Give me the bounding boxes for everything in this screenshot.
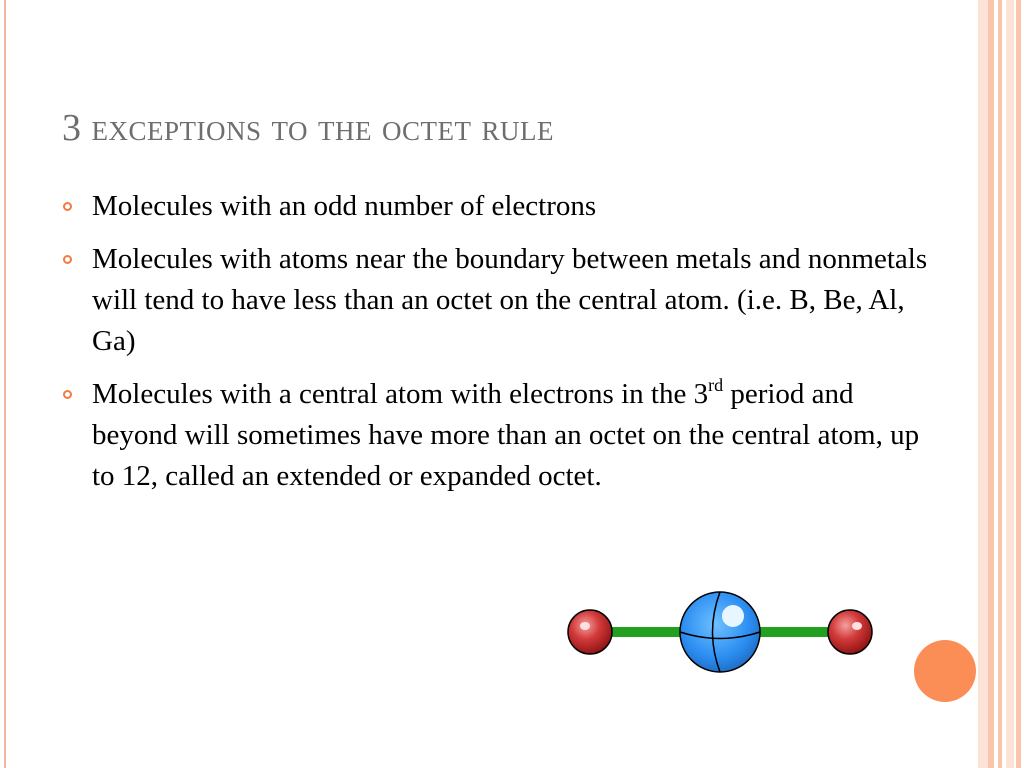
outer-atom-right <box>828 610 872 654</box>
decorative-circle <box>914 640 976 702</box>
bullet-item <box>62 186 942 227</box>
slide-title: 3 exceptions to the octet rule <box>62 107 554 149</box>
left-border <box>0 0 10 768</box>
right-border-stripe <box>978 0 988 768</box>
bullet-icon <box>63 202 72 211</box>
right-border-stripe <box>998 0 1002 768</box>
bond-right <box>755 627 835 637</box>
bullet-text-part: period and beyond will sometimes have more than an octet on the central atom, up to 12, called an extended or expanded octet. <box>92 378 920 492</box>
bullet-text-part: Molecules with a central atom with electrons in the 3 <box>92 378 709 410</box>
bullet-icon <box>63 390 72 399</box>
bullet-list <box>62 186 942 509</box>
right-border-stripe <box>1006 0 1014 768</box>
left-border-line <box>4 0 6 768</box>
bullet-icon <box>63 255 72 264</box>
superscript: rd <box>708 375 724 395</box>
bullet-text <box>92 374 942 497</box>
bullet-item <box>62 374 942 497</box>
right-border-stripe <box>1016 0 1021 768</box>
outer-atom-left <box>568 610 612 654</box>
bullet-text: Molecules with atoms near the boundary between metals and nonmetals will tend to have less than an octet on the central atom. (i.e. B, Be, Al, Ga) <box>92 243 928 357</box>
bullet-item <box>62 239 942 362</box>
right-border-stripe <box>988 0 994 768</box>
bond-left <box>605 627 685 637</box>
molecule-icon <box>565 590 880 680</box>
central-atom <box>680 592 760 672</box>
bullet-text: Molecules with an odd number of electrons <box>92 190 597 222</box>
right-border <box>978 0 1024 768</box>
